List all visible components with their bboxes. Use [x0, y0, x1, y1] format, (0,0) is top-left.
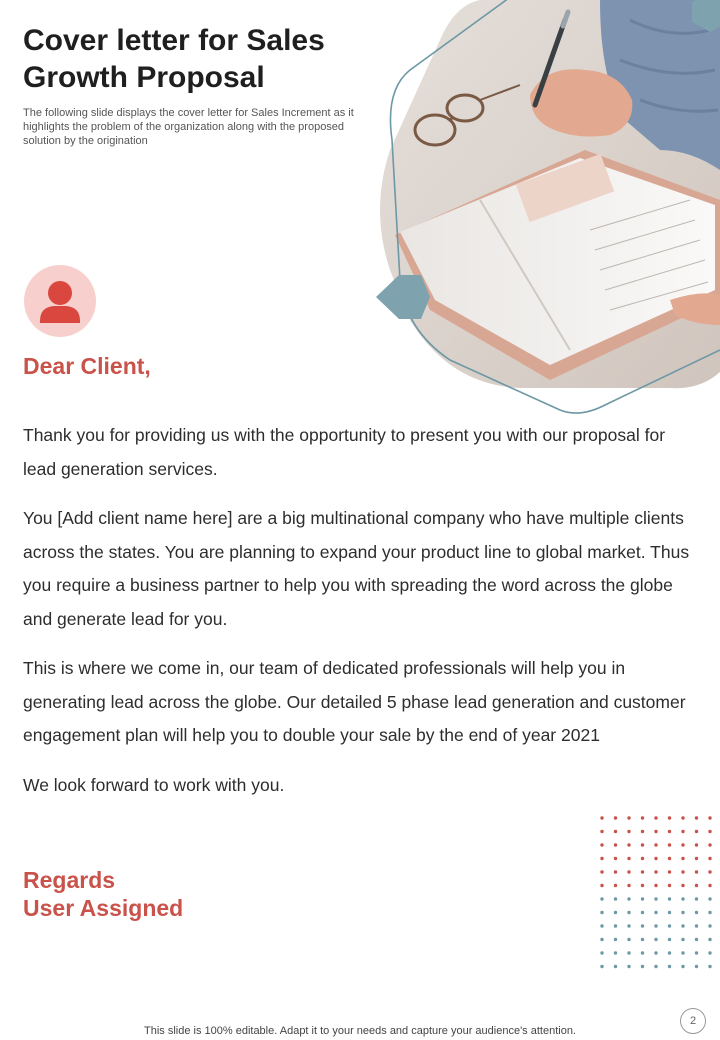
decor-dot	[627, 816, 630, 819]
decor-dot	[627, 951, 630, 954]
decor-dot	[708, 857, 711, 860]
decor-dot	[668, 816, 671, 819]
decor-dot	[654, 843, 657, 846]
decor-dot	[668, 924, 671, 927]
decor-dot	[654, 857, 657, 860]
decor-dot	[681, 951, 684, 954]
decor-dot	[668, 897, 671, 900]
decor-dot	[641, 816, 644, 819]
decor-dot	[695, 830, 698, 833]
decor-dot	[614, 965, 617, 968]
decor-dot	[614, 924, 617, 927]
decor-dot	[695, 924, 698, 927]
decor-dot	[681, 884, 684, 887]
decor-dot	[627, 965, 630, 968]
decor-dot	[708, 911, 711, 914]
letter-paragraph: You [Add client name here] are a big multinational company who have multiple clients across the states. You are planning to expand your product line to global market. Thus you require a business partner to help you with spreading the word across the globe and generate lead for you.	[23, 508, 690, 629]
decor-dot	[614, 884, 617, 887]
dot-pattern	[598, 814, 720, 970]
decor-dot	[668, 830, 671, 833]
decor-dot	[695, 843, 698, 846]
decor-dot	[668, 965, 671, 968]
letter-body	[23, 419, 698, 818]
decor-dot	[708, 830, 711, 833]
decor-dot	[641, 870, 644, 873]
decor-dot	[695, 951, 698, 954]
decor-dot	[708, 965, 711, 968]
decor-dot	[695, 857, 698, 860]
decor-dot	[681, 830, 684, 833]
decor-dot	[654, 830, 657, 833]
decor-dot	[668, 951, 671, 954]
hero-photo	[370, 0, 720, 420]
decor-dot	[708, 870, 711, 873]
decor-dot	[614, 830, 617, 833]
decor-dot	[654, 897, 657, 900]
decor-dot	[600, 897, 603, 900]
page-subtitle: The following slide displays the cover letter for Sales Increment as it highlights the problem of the organization along with the proposed solution by the origination	[23, 107, 354, 147]
decor-dot	[600, 816, 603, 819]
decor-dot	[600, 924, 603, 927]
decor-dot	[708, 843, 711, 846]
decor-dot	[614, 938, 617, 941]
decor-dot	[627, 830, 630, 833]
user-icon	[24, 265, 96, 337]
decor-dot	[627, 924, 630, 927]
decor-dot	[614, 857, 617, 860]
decor-dot	[614, 843, 617, 846]
decor-dot	[654, 965, 657, 968]
decor-dot	[641, 965, 644, 968]
decor-dot	[641, 924, 644, 927]
decor-dot	[708, 884, 711, 887]
decor-dot	[654, 884, 657, 887]
decor-dot	[668, 911, 671, 914]
letter-paragraph: We look forward to work with you.	[23, 774, 285, 795]
decor-dot	[695, 938, 698, 941]
decor-dot	[641, 857, 644, 860]
decor-dot	[695, 911, 698, 914]
decor-dot	[600, 843, 603, 846]
decor-dot	[600, 857, 603, 860]
decor-dot	[654, 938, 657, 941]
decor-dot	[708, 938, 711, 941]
decor-dot	[641, 830, 644, 833]
decor-dot	[668, 857, 671, 860]
decor-dot	[614, 897, 617, 900]
decor-dot	[695, 884, 698, 887]
decor-dot	[708, 924, 711, 927]
decor-dot	[668, 938, 671, 941]
decor-dot	[600, 951, 603, 954]
decor-dot	[614, 911, 617, 914]
decor-dot	[708, 816, 711, 819]
decor-dot	[708, 951, 711, 954]
decor-dot	[654, 870, 657, 873]
decor-dot	[641, 897, 644, 900]
decor-dot	[614, 870, 617, 873]
decor-dot	[695, 816, 698, 819]
decor-dot	[600, 965, 603, 968]
decor-dot	[627, 897, 630, 900]
decor-dot	[641, 911, 644, 914]
decor-dot	[681, 924, 684, 927]
decor-dot	[708, 897, 711, 900]
decor-dot	[627, 884, 630, 887]
decor-dot	[600, 911, 603, 914]
letter-paragraph: Thank you for providing us with the opportunity to present you with our proposal for lead generation services.	[23, 425, 666, 479]
page-title: Cover letter for Sales Growth Proposal	[23, 24, 325, 94]
decor-dot	[627, 857, 630, 860]
decor-dot	[681, 897, 684, 900]
signature-name: User Assigned	[23, 895, 184, 921]
avatar	[24, 265, 96, 337]
decor-dot	[600, 830, 603, 833]
footer-note: This slide is 100% editable. Adapt it to your needs and capture your audience's attention.	[144, 1025, 576, 1037]
page-number: 2	[680, 1008, 706, 1034]
decor-dot	[641, 884, 644, 887]
decor-dot	[614, 816, 617, 819]
decor-dot	[695, 965, 698, 968]
decor-dot	[654, 911, 657, 914]
decor-dot	[641, 951, 644, 954]
letter-paragraph: This is where we come in, our team of dedicated professionals will help you in generating lead across the globe. Our detailed 5 phase lead generation and customer engagement plan will help you to double your sale by the end of year 2021	[23, 658, 686, 745]
decor-dot	[627, 843, 630, 846]
decor-dot	[627, 870, 630, 873]
decor-dot	[654, 816, 657, 819]
decor-dot	[654, 924, 657, 927]
decor-dot	[681, 911, 684, 914]
decor-dot	[668, 843, 671, 846]
decor-dot	[695, 870, 698, 873]
regards-label: Regards	[23, 867, 116, 893]
decor-dot	[681, 857, 684, 860]
decor-dot	[600, 870, 603, 873]
decor-dot	[600, 884, 603, 887]
decor-dot	[627, 938, 630, 941]
decor-dot	[681, 843, 684, 846]
decor-dot	[641, 938, 644, 941]
decor-dot	[695, 897, 698, 900]
decor-dot	[668, 884, 671, 887]
decor-dot	[654, 951, 657, 954]
decor-dot	[614, 951, 617, 954]
decor-dot	[600, 938, 603, 941]
closing	[23, 866, 183, 922]
decor-dot	[681, 816, 684, 819]
decor-dot	[681, 965, 684, 968]
greeting: Dear Client,	[23, 353, 151, 379]
decor-dot	[681, 938, 684, 941]
decor-dot	[668, 870, 671, 873]
decor-dot	[627, 911, 630, 914]
decor-dot	[641, 843, 644, 846]
decor-dot	[681, 870, 684, 873]
